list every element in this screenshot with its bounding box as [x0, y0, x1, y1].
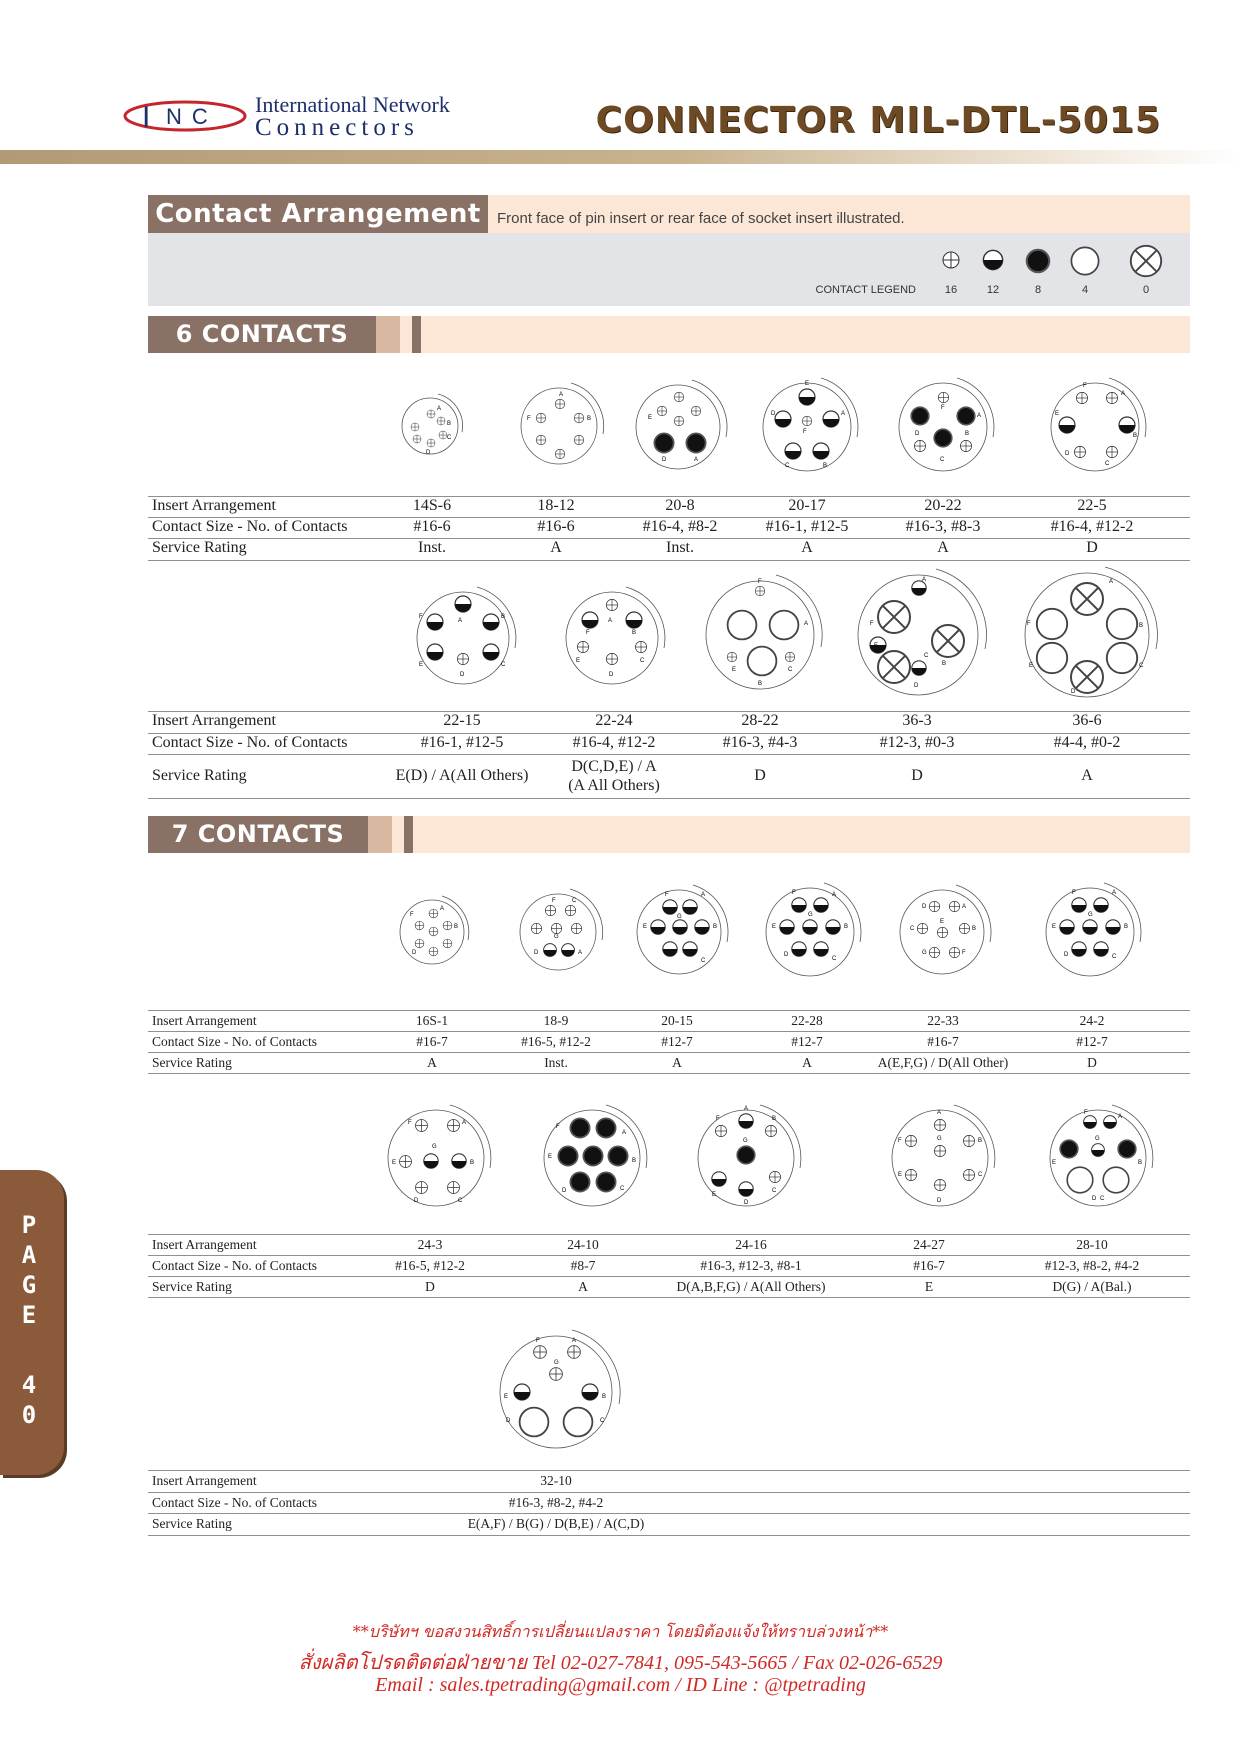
insert-arrangement: 20-17 [788, 497, 826, 514]
svg-text:C: C [501, 662, 506, 668]
svg-text:B: B [978, 1138, 983, 1144]
svg-text:F: F [527, 416, 531, 422]
svg-text:D: D [662, 457, 667, 463]
page-tab-digit: 0 [21, 1401, 37, 1429]
page-tab-letters [0, 1210, 58, 1330]
svg-text:B: B [758, 681, 763, 687]
contact-size: #16-1, #12-5 [765, 518, 849, 535]
svg-text:C: C [924, 653, 929, 659]
contact-size: #12-3, #8-2, #4-2 [1044, 1258, 1140, 1273]
insert-diagram-20-15 [623, 876, 735, 988]
contact-size: #16-3, #12-3, #8-1 [700, 1258, 802, 1273]
svg-text:C: C [640, 658, 645, 664]
svg-text:A: A [622, 1130, 627, 1136]
svg-text:A: A [841, 411, 846, 417]
insert-diagram-28-22 [695, 570, 825, 700]
insert-diagram-20-8 [623, 372, 733, 482]
insert-diagram-16s-1 [390, 890, 474, 974]
page-tab-digit: 4 [21, 1371, 37, 1399]
contact-size: #12-3, #0-3 [879, 734, 955, 751]
service-rating [534, 757, 694, 795]
contact-size: #16-3, #4-3 [722, 734, 798, 751]
seven-contacts-title: 7 CONTACTS [148, 816, 368, 853]
svg-text:F: F [941, 405, 945, 411]
table-line [148, 1255, 1190, 1256]
contact-size: #16-6 [537, 518, 575, 535]
svg-text:D: D [784, 952, 789, 958]
svg-text:E: E [874, 643, 879, 649]
svg-text:E: E [712, 1192, 717, 1198]
row-label-insert: Insert Arrangement [152, 1237, 257, 1252]
svg-text:B: B [501, 614, 506, 620]
svg-text:A: A [744, 1106, 749, 1112]
insert-arrangement: 14S-6 [412, 497, 452, 514]
service-rating: A [937, 539, 949, 556]
svg-text:C: C [1139, 663, 1144, 669]
svg-text:D: D [1092, 1196, 1097, 1202]
page-tab-letter: E [21, 1301, 37, 1329]
legend-size-4: 4 [1081, 284, 1089, 296]
svg-text:B: B [632, 630, 637, 636]
svg-text:NC: NC [166, 104, 218, 129]
svg-text:D: D [412, 950, 417, 956]
service-rating: D(A,B,F,G) / A(All Others) [676, 1279, 826, 1294]
page-tab [0, 1170, 64, 1475]
service-rating: A [550, 539, 562, 556]
insert-diagram-22-24 [554, 580, 670, 696]
seven-contacts-accent-dark [404, 816, 413, 853]
svg-text:E: E [648, 415, 653, 421]
insert-diagram-22-33 [886, 876, 998, 988]
svg-text:D: D [1065, 451, 1070, 457]
insert-diagram-24-16 [684, 1096, 808, 1220]
legend-size-16: 16 [944, 284, 958, 296]
svg-text:B: B [713, 924, 718, 930]
svg-text:G: G [677, 914, 682, 920]
table-line [148, 798, 1190, 799]
svg-text:F: F [1083, 383, 1087, 389]
svg-text:A: A [1118, 1114, 1123, 1120]
svg-text:D: D [414, 1198, 419, 1204]
svg-text:C: C [978, 1172, 983, 1178]
svg-text:A: A [458, 618, 463, 624]
row-label-contact: Contact Size - No. of Contacts [152, 734, 348, 751]
svg-text:A: A [559, 392, 564, 398]
insert-diagram-18-9 [506, 880, 610, 984]
page-tab-letter: G [21, 1271, 37, 1299]
insert-diagram-36-3 [848, 565, 988, 705]
svg-text:D: D [506, 1418, 511, 1424]
svg-text:C: C [788, 667, 793, 673]
insert-diagram-24-2 [1032, 874, 1148, 990]
svg-text:G: G [937, 1136, 942, 1142]
insert-diagram-14s-6 [390, 386, 470, 466]
insert-diagram-36-6 [1014, 562, 1160, 708]
svg-text:A: A [1112, 890, 1117, 896]
insert-arrangement: 28-10 [1076, 1237, 1108, 1252]
contact-size: #8-7 [570, 1258, 596, 1273]
svg-text:C: C [600, 1418, 605, 1424]
svg-text:B: B [470, 1160, 475, 1166]
svg-text:G: G [554, 1360, 559, 1366]
svg-text:D: D [534, 950, 539, 956]
insert-arrangement: 36-6 [1072, 712, 1102, 729]
svg-text:F: F [408, 1120, 412, 1126]
svg-text:D: D [460, 672, 465, 678]
page-tab-number [0, 1370, 58, 1430]
insert-diagram-20-22 [888, 372, 998, 482]
svg-text:F: F [410, 912, 414, 918]
service-rating: A [1081, 767, 1093, 784]
row-label-service: Service Rating [152, 1279, 232, 1294]
insert-diagram-22-15 [405, 580, 521, 696]
svg-text:A: A [462, 1120, 467, 1126]
insert-arrangement: 22-24 [595, 712, 633, 729]
insert-arrangement: 20-8 [665, 497, 695, 514]
svg-text:E: E [772, 924, 777, 930]
contact-legend-label: CONTACT LEGEND [815, 284, 916, 296]
service-rating: E(D) / A(All Others) [395, 767, 529, 784]
insert-arrangement: 22-28 [791, 1013, 823, 1028]
insert-diagram-28-10 [1036, 1096, 1160, 1220]
legend-size-12: 12 [986, 284, 1000, 296]
svg-text:E: E [1052, 924, 1057, 930]
table-line [148, 1031, 1190, 1032]
svg-text:C: C [458, 1198, 463, 1204]
svg-text:G: G [808, 912, 813, 918]
page-tab-letter: P [21, 1211, 37, 1239]
svg-text:B: B [844, 924, 849, 930]
svg-text:B: B [602, 1394, 607, 1400]
seven-contacts-accent [368, 816, 392, 853]
six-contacts-title: 6 CONTACTS [148, 316, 376, 353]
company-logo [120, 90, 470, 150]
service-rating: D [1086, 539, 1098, 556]
insert-arrangement: 22-5 [1077, 497, 1107, 514]
insert-arrangement: 28-22 [741, 712, 779, 729]
svg-text:A: A [701, 892, 706, 898]
insert-arrangement: 24-16 [735, 1237, 767, 1252]
svg-text:C: C [832, 956, 837, 962]
contact-size: #16-1, #12-5 [420, 734, 504, 751]
svg-text:A: A [922, 577, 927, 583]
contact-size: #16-4, #12-2 [572, 734, 656, 751]
svg-text:G: G [1088, 912, 1093, 918]
row-label-service: Service Rating [152, 539, 247, 556]
insert-arrangement: 16S-1 [415, 1013, 449, 1028]
insert-diagram-20-17 [752, 372, 862, 482]
svg-text:A: A [1109, 579, 1114, 585]
insert-arrangement: 18-12 [537, 497, 575, 514]
svg-text:B: B [1139, 623, 1144, 629]
svg-text:E: E [1055, 411, 1060, 417]
svg-text:E: E [392, 1160, 397, 1166]
pin-12-icon [981, 248, 1005, 272]
contact-arrangement-title: Contact Arrangement [148, 195, 488, 233]
svg-text:F: F [758, 579, 762, 585]
table-line [148, 1513, 1190, 1514]
svg-text:E: E [576, 658, 581, 664]
service-rating: D [911, 767, 923, 784]
svg-text:E: E [898, 1172, 903, 1178]
row-label-insert: Insert Arrangement [152, 712, 276, 729]
svg-text:C: C [1112, 954, 1117, 960]
svg-text:C: C [910, 926, 915, 932]
svg-text:F: F [962, 950, 966, 956]
insert-arrangement: 22-15 [443, 712, 481, 729]
pin-8-icon [1024, 247, 1052, 275]
svg-text:C: C [940, 457, 945, 463]
svg-text:E: E [504, 1394, 509, 1400]
svg-text:E: E [732, 667, 737, 673]
page-tab-letter: A [21, 1241, 37, 1269]
svg-text:F: F [792, 890, 796, 896]
svg-text:E: E [643, 924, 648, 930]
svg-text:C: C [701, 958, 706, 964]
service-rating: D [425, 1279, 435, 1294]
table-line [148, 754, 1190, 755]
contact-size: #16-5, #12-2 [521, 1034, 591, 1049]
svg-text:C: C [1105, 461, 1110, 467]
svg-text:F: F [552, 898, 556, 904]
svg-text:F: F [870, 621, 874, 627]
service-rating: A(E,F,G) / D(All Other) [877, 1055, 1009, 1070]
svg-text:F: F [898, 1138, 902, 1144]
service-rating: E [924, 1279, 934, 1294]
service-rating: E(A,F) / B(G) / D(B,E) / A(C,D) [467, 1516, 645, 1531]
six-contacts-accent-dark [412, 316, 421, 353]
row-label-insert: Insert Arrangement [152, 1473, 257, 1488]
contact-size: #16-7 [416, 1034, 448, 1049]
service-rating: A [672, 1055, 682, 1070]
contact-size: #12-7 [1076, 1034, 1108, 1049]
insert-arrangement: 20-15 [661, 1013, 693, 1028]
svg-text:D: D [771, 411, 776, 417]
svg-text:G: G [432, 1144, 437, 1150]
svg-text:G: G [743, 1138, 748, 1144]
svg-text:I: I [142, 101, 151, 134]
svg-text:D: D [562, 1188, 567, 1194]
svg-text:B: B [454, 924, 459, 930]
footer-email: Email : sales.tpetrading@gmail.com / ID Line : @tpetrading [375, 1674, 866, 1696]
svg-text:C: C [1100, 1196, 1105, 1202]
svg-text:G: G [922, 950, 927, 956]
logo-mark-icon [120, 94, 250, 138]
contact-size: #16-3, #8-2, #4-2 [508, 1495, 604, 1510]
svg-text:C: C [572, 898, 577, 904]
svg-text:C: C [785, 463, 790, 469]
svg-text:G: G [1095, 1136, 1100, 1142]
service-rating: A [427, 1055, 437, 1070]
svg-text:D: D [1064, 952, 1069, 958]
insert-arrangement: 24-3 [417, 1237, 443, 1252]
svg-text:A: A [962, 904, 967, 910]
pin-0-icon [1127, 242, 1165, 280]
insert-arrangement: 24-2 [1079, 1013, 1105, 1028]
table-line [148, 1234, 1190, 1235]
insert-arrangement: 24-27 [913, 1237, 945, 1252]
svg-text:D: D [937, 1198, 942, 1204]
svg-text:F: F [556, 1124, 560, 1130]
contact-size: #4-4, #0-2 [1053, 734, 1121, 751]
insert-arrangement: 32-10 [540, 1473, 572, 1488]
svg-text:F: F [1084, 1110, 1088, 1116]
page-title: CONNECTOR MIL-DTL-5015 [595, 100, 1161, 141]
svg-text:B: B [823, 463, 828, 469]
svg-text:B: B [772, 1116, 777, 1122]
svg-text:G: G [554, 934, 559, 940]
svg-text:F: F [665, 892, 669, 898]
svg-text:D: D [914, 683, 919, 689]
svg-text:F: F [716, 1116, 720, 1122]
svg-text:B: B [1133, 433, 1138, 439]
legend-size-8: 8 [1034, 284, 1042, 296]
svg-text:B: B [632, 1158, 637, 1164]
table-line [148, 1052, 1190, 1053]
insert-arrangement: 20-22 [924, 497, 962, 514]
service-rating: A [802, 1055, 812, 1070]
pin-4-icon [1068, 244, 1102, 278]
insert-arrangement: 36-3 [902, 712, 932, 729]
service-rating: D [754, 767, 766, 784]
table-line [148, 1297, 1190, 1298]
row-label-insert: Insert Arrangement [152, 497, 276, 514]
insert-diagram-22-5 [1040, 372, 1150, 482]
svg-text:E: E [805, 381, 810, 387]
svg-text:A: A [578, 950, 583, 956]
service-rating: D(G) / A(Bal.) [1052, 1279, 1132, 1294]
pin-16-icon [941, 250, 961, 270]
svg-text:B: B [1138, 1160, 1143, 1166]
svg-text:A: A [440, 906, 445, 912]
svg-text:A: A [937, 1110, 942, 1116]
svg-text:D: D [609, 672, 614, 678]
six-contacts-accent [376, 316, 400, 353]
svg-text:C: C [772, 1188, 777, 1194]
row-label-contact: Contact Size - No. of Contacts [152, 518, 348, 535]
svg-text:A: A [572, 1338, 577, 1344]
insert-diagram-24-10 [530, 1096, 654, 1220]
contact-size: #12-7 [791, 1034, 823, 1049]
svg-text:D: D [1071, 689, 1076, 695]
contact-size: #16-7 [913, 1258, 945, 1273]
svg-text:E: E [1052, 1160, 1057, 1166]
contact-size: #12-7 [661, 1034, 693, 1049]
svg-text:B: B [965, 431, 970, 437]
row-label-service: Service Rating [152, 1516, 232, 1531]
svg-text:B: B [447, 421, 452, 427]
contact-size: #16-7 [927, 1034, 959, 1049]
table-line [148, 1010, 1190, 1011]
contact-size: #16-4, #12-2 [1050, 518, 1134, 535]
svg-text:F: F [419, 614, 423, 620]
svg-text:D: D [915, 431, 920, 437]
insert-diagram-32-10 [486, 1322, 626, 1462]
svg-text:D: D [426, 450, 431, 456]
table-line [148, 1073, 1190, 1074]
table-line [148, 1470, 1190, 1471]
row-label-contact: Contact Size - No. of Contacts [152, 1258, 317, 1273]
row-label-contact: Contact Size - No. of Contacts [152, 1495, 317, 1510]
table-line [148, 1492, 1190, 1493]
svg-text:A: A [437, 406, 442, 412]
svg-text:F: F [586, 630, 590, 636]
contact-size: #16-3, #8-3 [905, 518, 981, 535]
svg-text:E: E [940, 919, 945, 925]
table-line [148, 1535, 1190, 1536]
insert-diagram-24-3 [374, 1096, 498, 1220]
svg-text:E: E [419, 662, 424, 668]
service-rating: A [801, 539, 813, 556]
svg-text:C: C [447, 435, 452, 441]
insert-diagram-22-28 [752, 874, 868, 990]
svg-text:A: A [608, 618, 613, 624]
svg-text:F: F [536, 1338, 540, 1344]
legend-size-0: 0 [1142, 284, 1150, 296]
service-rating: Inst. [544, 1055, 568, 1070]
logo-line2: Connectors [255, 114, 419, 141]
contact-size: #16-5, #12-2 [395, 1258, 465, 1273]
svg-text:F: F [1027, 621, 1031, 627]
svg-text:B: B [587, 416, 592, 422]
service-rating: A [578, 1279, 588, 1294]
page-tab-text [0, 1210, 58, 1430]
svg-text:B: B [972, 926, 977, 932]
logo-line1: International Network [255, 92, 450, 117]
service-rating-line1: D(C,D,E) / A [571, 758, 657, 775]
svg-text:D: D [922, 904, 927, 910]
row-label-service: Service Rating [152, 1055, 232, 1070]
insert-arrangement: 22-33 [927, 1013, 959, 1028]
service-rating-line2: (A All Others) [568, 777, 660, 794]
row-label-service: Service Rating [152, 767, 247, 784]
footer-notice: **บริษัทฯ ขอสงวนสิทธิ์การเปลี่ยนแปลงราคา โดยมิต้องแจ้งให้ทราบล่วงหน้า** [352, 1622, 889, 1641]
svg-text:A: A [832, 892, 837, 898]
footer-contact: สั่งผลิตโปรดติดต่อฝ่ายขาย Tel 02-027-7841, 095-543-5665 / Fax 02-026-6529 [298, 1652, 943, 1674]
svg-text:D: D [744, 1200, 749, 1206]
table-line [148, 1276, 1190, 1277]
insert-arrangement: 18-9 [543, 1013, 569, 1028]
header-divider [0, 150, 1241, 164]
insert-diagram-24-27 [878, 1096, 1002, 1220]
service-rating: Inst. [666, 539, 694, 556]
svg-text:A: A [694, 457, 699, 463]
service-rating: Inst. [418, 539, 446, 556]
svg-text:B: B [1124, 924, 1129, 930]
insert-arrangement: 24-10 [567, 1237, 599, 1252]
contact-arrangement-description: Front face of pin insert or rear face of socket insert illustrated. [497, 210, 905, 227]
svg-text:A: A [1121, 391, 1126, 397]
svg-text:E: E [548, 1154, 553, 1160]
svg-text:B: B [942, 661, 947, 667]
svg-text:A: A [804, 621, 809, 627]
table-line [148, 560, 1190, 561]
insert-diagram-18-12 [509, 376, 609, 476]
svg-text:C: C [620, 1186, 625, 1192]
contact-size: #16-6 [413, 518, 451, 535]
contact-size: #16-4, #8-2 [642, 518, 718, 535]
svg-text:F: F [1072, 890, 1076, 896]
row-label-contact: Contact Size - No. of Contacts [152, 1034, 317, 1049]
svg-text:E: E [1029, 663, 1034, 669]
service-rating: D [1087, 1055, 1097, 1070]
svg-text:F: F [803, 429, 807, 435]
row-label-insert: Insert Arrangement [152, 1013, 257, 1028]
svg-text:A: A [977, 413, 982, 419]
